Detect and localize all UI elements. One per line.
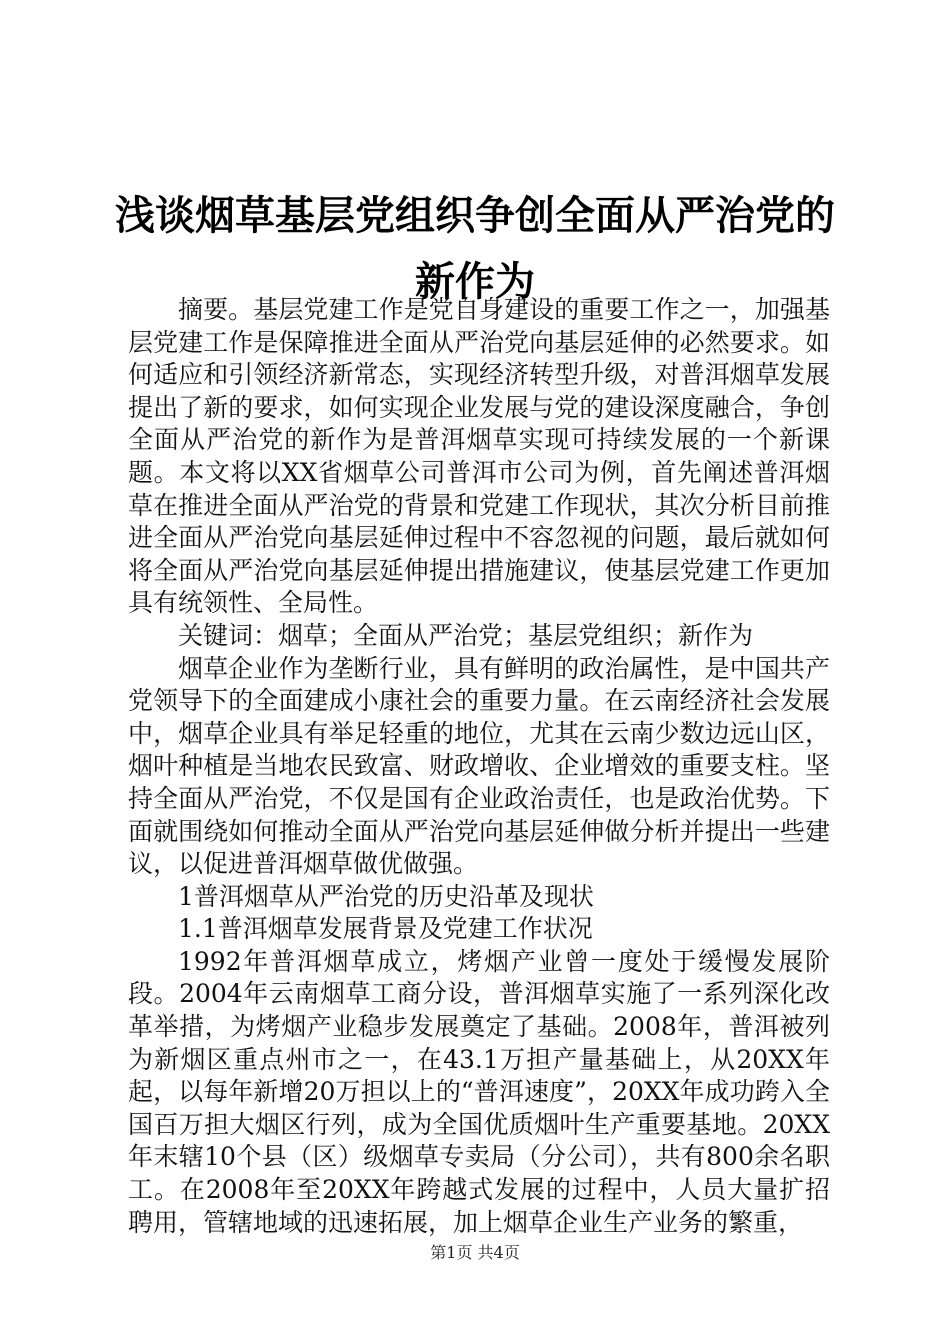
intro-paragraph: 烟草企业作为垄断行业，具有鲜明的政治属性，是中国共产党领导下的全面建成小康社会的重要力量。在云南经济社会发展中，烟草企业具有举足轻重的地位，尤其在云南少数边远山区，烟叶种植是当地农民致富、财政增收、企业增效的重要支柱。坚持全面从严治党，不仅是国有企业政治责任，也是政治优势。下面就围绕如何推动全面从严治党向基层延伸做分析并提出一些建议，以促进普洱烟草做优做强。 — [128, 653, 830, 879]
document-body — [128, 294, 830, 1239]
section-heading: 1普洱烟草从严治党的历史沿革及现状 — [178, 881, 594, 911]
body-paragraph: 1992年普洱烟草成立，烤烟产业曾一度处于缓慢发展阶段。2004年云南烟草工商分设，普洱烟草实施了一系列深化改革举措，为烤烟产业稳步发展奠定了基础。2008年，普洱被列为新烟区重点州市之一，在43.1万担产量基础上，从20XX年起，以每年新增20万担以上的“普洱速度”，20XX年成功跨入全国百万担大烟区行列，成为全国优质烟叶生产重要基地。20XX年末辖10个县（区）级烟草专卖局（分公司），共有800余名职工。在2008年至20XX年跨越式发展的过程中，人员大量扩招聘用，管辖地域的迅速拓展，加上烟草企业生产业务的繁重， — [128, 946, 830, 1237]
document-title: 浅谈烟草基层党组织争创全面从严治党的新作为 — [115, 193, 835, 305]
page-footer: 第1页 共4页 — [430, 1243, 520, 1262]
subsection-heading: 1.1普洱烟草发展背景及党建工作状况 — [178, 914, 593, 944]
abstract-paragraph: 摘要。基层党建工作是党自身建设的重要工作之一，加强基层党建工作是保障推进全面从严治党向基层延伸的必然要求。如何适应和引领经济新常态，实现经济转型升级，对普洱烟草发展提出了新的要求，如何实现企业发展与党的建设深度融合，争创全面从严治党的新作为是普洱烟草实现可持续发展的一个新课题。本文将以XX省烟草公司普洱市公司为例，首先阐述普洱烟草在推进全面从严治党的背景和党建工作现状，其次分析目前推进全面从严治党向基层延伸过程中不容忽视的问题，最后就如何将全面从严治党向基层延伸提出措施建议，使基层党建工作更加具有统领性、全局性。 — [128, 295, 830, 618]
keywords-paragraph: 关键词：烟草；全面从严治党；基层党组织；新作为 — [178, 620, 754, 650]
